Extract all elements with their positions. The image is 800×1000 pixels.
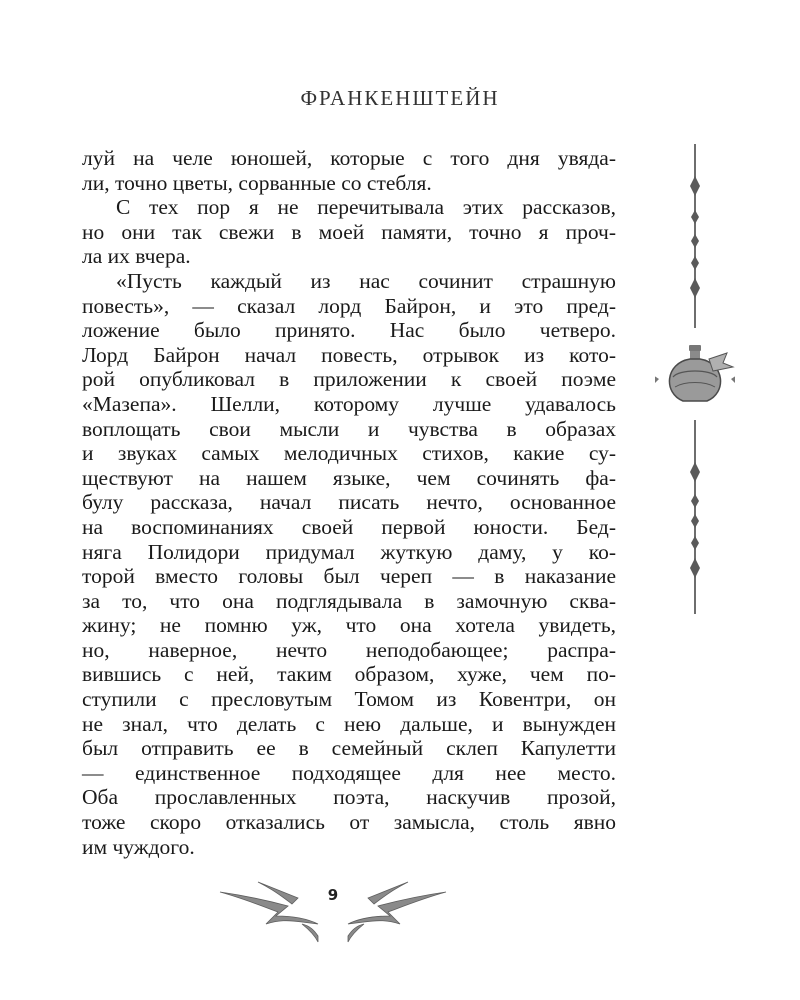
text-line: ступили с пресловутым Томом из Ковентри, он [82, 687, 616, 712]
text-line: тоже скоро отказались от замысла, столь явно [82, 810, 616, 835]
text-line: ли, точно цветы, сорванные со стебля. [82, 170, 432, 195]
potion-bottle-icon [655, 345, 735, 401]
diamond-beads-bottom [690, 462, 700, 578]
running-title: ФРАНКЕНШТЕЙН [300, 86, 500, 110]
text-line: не знал, что делать с нею дальше, и вынужден [82, 711, 616, 736]
text-line: луй на челе юношей, которые с того дня увяда- [82, 146, 616, 170]
text-line: но, наверное, нечто неподобающее; распра- [82, 637, 616, 662]
text-line: был отправить ее в семейный склеп Капулетти [82, 736, 616, 761]
text-line: рой опубликовал в приложении к своей поэме [82, 367, 616, 392]
page-number: 9 [327, 886, 339, 904]
text-line: ществуют на нашем языке, чем сочинять фа- [82, 465, 616, 490]
text-line: Оба прославленных поэта, наскучив прозой, [82, 785, 616, 810]
text-line: но они так свежи в моей памяти, точно я проч- [82, 219, 616, 244]
text-line: им чуждого. [82, 834, 195, 859]
text-line: за то, что она подглядывала в замочную сква- [82, 588, 616, 613]
text-line: торой вместо головы был череп — в наказание [82, 564, 616, 589]
text-line: вившись с ней, таким образом, хуже, чем по- [82, 662, 616, 687]
text-line: няга Полидори придумал жуткую даму, у ко- [82, 539, 616, 564]
text-line: ложение было принято. Нас было четверо. [82, 318, 616, 343]
text-line: и звуках самых мелодичных стихов, какие су- [82, 441, 616, 466]
page-body [82, 146, 616, 859]
diamond-beads-top [690, 176, 700, 298]
text-line: булу рассказа, начал писать нечто, основанное [82, 490, 616, 515]
text-line: воплощать свои мысли и чувства в образах [82, 416, 616, 441]
text-line: — единственное подходящее для нее место. [82, 760, 616, 785]
text-line: жину; не помню уж, что она хотела увидеть, [82, 613, 616, 638]
text-line: «Мазепа». Шелли, которому лучше удавалось [82, 391, 616, 416]
text-line: ла их вчера. [82, 244, 191, 269]
side-ornament [655, 138, 735, 616]
text-line: на воспоминаниях своей первой юности. Бед- [82, 514, 616, 539]
text-line: Лорд Байрон начал повесть, отрывок из кото- [82, 342, 616, 367]
text-line: «Пусть каждый из нас сочинит страшную [116, 268, 616, 293]
text-line: повесть», — сказал лорд Байрон, и это пред- [82, 293, 616, 318]
text-line: С тех пор я не перечитывала этих рассказов, [116, 195, 616, 220]
